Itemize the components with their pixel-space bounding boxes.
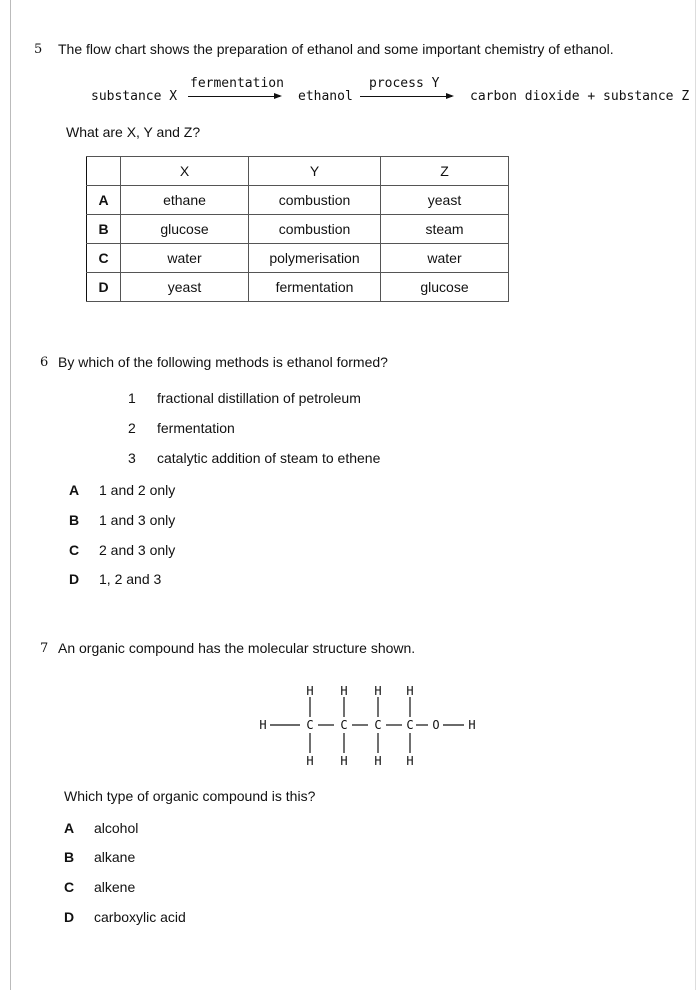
table-row[interactable] bbox=[87, 244, 509, 273]
atom-c: C bbox=[406, 718, 414, 732]
table-header-y: Y bbox=[249, 157, 381, 186]
q5-number: 5 bbox=[34, 42, 43, 57]
statement-text: catalytic addition of steam to ethene bbox=[157, 450, 381, 466]
cell-x: ethane bbox=[121, 186, 249, 215]
option-key: A bbox=[69, 482, 80, 498]
option-key: D bbox=[64, 909, 75, 925]
q7-question: Which type of organic compound is this? bbox=[64, 788, 316, 804]
table-header-x: X bbox=[121, 157, 249, 186]
option-text: 2 and 3 only bbox=[99, 542, 176, 558]
row-key: C bbox=[87, 244, 121, 273]
option-key: B bbox=[64, 849, 75, 865]
atom-h: H bbox=[374, 754, 382, 768]
atom-c: C bbox=[340, 718, 348, 732]
statement-number: 1 bbox=[128, 390, 136, 406]
structure-atoms bbox=[259, 684, 475, 768]
cell-z: yeast bbox=[381, 186, 509, 215]
q5-stem: The flow chart shows the preparation of ethanol and some important chemistry of ethanol. bbox=[58, 41, 614, 57]
flow-ethanol: ethanol bbox=[298, 89, 353, 104]
option-text: carboxylic acid bbox=[94, 909, 186, 925]
row-key: D bbox=[87, 273, 121, 302]
cell-x: yeast bbox=[121, 273, 249, 302]
statement-text: fractional distillation of petroleum bbox=[157, 390, 361, 406]
cell-x: glucose bbox=[121, 215, 249, 244]
option-text: alkene bbox=[94, 879, 136, 895]
table-row[interactable] bbox=[87, 273, 509, 302]
table-header-blank bbox=[87, 157, 121, 186]
table-row[interactable] bbox=[87, 215, 509, 244]
q7-stem: An organic compound has the molecular structure shown. bbox=[58, 640, 416, 656]
atom-h: H bbox=[259, 718, 267, 732]
atom-h: H bbox=[340, 754, 348, 768]
q6-stem: By which of the following methods is ethanol formed? bbox=[58, 354, 388, 370]
option-text: alcohol bbox=[94, 820, 139, 836]
option-text: 1, 2 and 3 bbox=[99, 571, 162, 587]
molecular-structure bbox=[250, 680, 490, 770]
cell-y: polymerisation bbox=[249, 244, 381, 273]
option-key: C bbox=[69, 542, 80, 558]
q5-question: What are X, Y and Z? bbox=[66, 124, 201, 140]
cell-y: combustion bbox=[249, 215, 381, 244]
option-key: A bbox=[64, 820, 75, 836]
statement-text: fermentation bbox=[157, 420, 235, 436]
flow-products: carbon dioxide + substance Z bbox=[470, 89, 690, 104]
flow-arrow1-label: fermentation bbox=[190, 76, 284, 91]
atom-h: H bbox=[306, 754, 314, 768]
cell-y: combustion bbox=[249, 186, 381, 215]
cell-z: glucose bbox=[381, 273, 509, 302]
statement-number: 3 bbox=[128, 450, 136, 466]
table-header-z: Z bbox=[381, 157, 509, 186]
table-row[interactable] bbox=[87, 186, 509, 215]
atom-h: H bbox=[406, 754, 414, 768]
atom-h: H bbox=[340, 684, 348, 698]
option-key: B bbox=[69, 512, 80, 528]
option-text: 1 and 3 only bbox=[99, 512, 176, 528]
q5-answer-table bbox=[86, 156, 509, 302]
q7-number: 7 bbox=[40, 641, 49, 656]
row-key: B bbox=[87, 215, 121, 244]
atom-h: H bbox=[468, 718, 476, 732]
statement-number: 2 bbox=[128, 420, 136, 436]
table-header-row bbox=[87, 157, 509, 186]
flow-arrow-1 bbox=[188, 96, 280, 97]
page-margin-line bbox=[10, 0, 11, 990]
atom-c: C bbox=[374, 718, 382, 732]
cell-z: water bbox=[381, 244, 509, 273]
page-margin-line-right bbox=[695, 0, 696, 990]
q6-number: 6 bbox=[40, 355, 49, 370]
atom-h: H bbox=[406, 684, 414, 698]
cell-y: fermentation bbox=[249, 273, 381, 302]
atom-o: O bbox=[432, 718, 440, 732]
cell-x: water bbox=[121, 244, 249, 273]
row-key: A bbox=[87, 186, 121, 215]
atom-h: H bbox=[374, 684, 382, 698]
option-key: C bbox=[64, 879, 75, 895]
flow-arrow2-label: process Y bbox=[369, 76, 440, 91]
flow-arrow-2 bbox=[360, 96, 452, 97]
option-text: 1 and 2 only bbox=[99, 482, 176, 498]
flow-substance-x: substance X bbox=[91, 89, 178, 104]
option-key: D bbox=[69, 571, 80, 587]
cell-z: steam bbox=[381, 215, 509, 244]
option-text: alkane bbox=[94, 849, 136, 865]
atom-h: H bbox=[306, 684, 314, 698]
atom-c: C bbox=[306, 718, 314, 732]
